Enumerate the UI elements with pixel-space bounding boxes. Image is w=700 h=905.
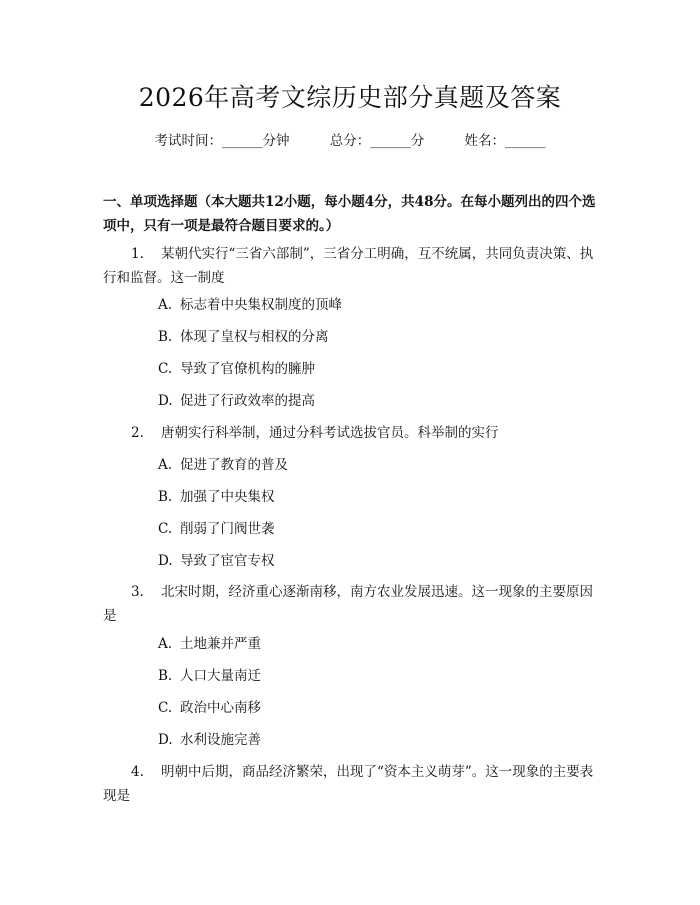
question-3-option-b: [158, 666, 261, 686]
question-number: 1.: [131, 246, 144, 262]
question-3: [103, 580, 600, 628]
total-score-field: 总分：______分: [329, 133, 425, 149]
question-number: 4.: [131, 764, 144, 780]
option-text: 政治中心南移: [180, 700, 261, 716]
option-text: 加强了中央集权: [180, 489, 275, 505]
exam-meta-line: [0, 131, 700, 151]
question-number: 3.: [131, 584, 144, 600]
option-letter: C.: [158, 700, 173, 716]
question-stem: 唐朝实行科举制，通过分科考试选拔官员。科举制的实行: [161, 425, 499, 441]
question-1-option-c: [158, 359, 315, 379]
question-1-option-a: [158, 295, 342, 315]
option-text: 土地兼并严重: [180, 636, 261, 652]
question-1-option-d: [158, 391, 315, 411]
option-letter: D.: [158, 732, 173, 748]
option-text: 削弱了门阀世袭: [180, 521, 275, 537]
question-2-option-b: [158, 487, 275, 507]
page-title: 2026年高考文综历史部分真题及答案: [138, 83, 562, 112]
question-stem: 某朝代实行“三省六部制”，三省分工明确，互不统属，共同负责决策、执行和监督。这一制度: [103, 246, 594, 286]
question-1-option-b: [158, 327, 329, 347]
question-stem: 明朝中后期，商品经济繁荣，出现了“资本主义萌芽”。这一现象的主要表现是: [103, 764, 594, 804]
question-4: [103, 760, 600, 808]
question-3-option-a: [158, 634, 261, 654]
question-1: [103, 242, 600, 290]
question-3-option-c: [158, 698, 261, 718]
question-2: [103, 421, 600, 445]
option-letter: A.: [158, 457, 173, 473]
question-2-option-a: [158, 455, 288, 475]
option-text: 标志着中央集权制度的顶峰: [180, 297, 342, 313]
option-text: 导致了官僚机构的臃肿: [180, 361, 315, 377]
option-letter: A.: [158, 297, 173, 313]
option-letter: C.: [158, 361, 173, 377]
option-letter: D.: [158, 393, 173, 409]
option-text: 导致了宦官专权: [180, 553, 275, 569]
option-letter: A.: [158, 636, 173, 652]
option-letter: B.: [158, 489, 173, 505]
question-stem: 北宋时期，经济重心逐渐南移，南方农业发展迅速。这一现象的主要原因是: [103, 584, 593, 624]
student-name-field: 姓名：______: [464, 133, 546, 149]
option-letter: B.: [158, 668, 173, 684]
option-text: 促进了教育的普及: [180, 457, 288, 473]
question-2-option-c: [158, 519, 275, 539]
option-text: 水利设施完善: [180, 732, 261, 748]
question-2-option-d: [158, 551, 275, 571]
question-3-option-d: [158, 730, 261, 750]
option-text: 促进了行政效率的提高: [180, 393, 315, 409]
option-letter: B.: [158, 329, 173, 345]
section-header-single-choice: 一、单项选择题（本大题共12小题，每小题4分，共48分。在每小题列出的四个选项中，只有一项是最符合题目要求的。）: [103, 194, 596, 234]
option-letter: C.: [158, 521, 173, 537]
option-text: 体现了皇权与相权的分离: [180, 329, 329, 345]
option-text: 人口大量南迁: [180, 668, 261, 684]
question-number: 2.: [131, 425, 144, 441]
exam-time-field: 考试时间：______分钟: [154, 133, 290, 149]
option-letter: D.: [158, 553, 173, 569]
